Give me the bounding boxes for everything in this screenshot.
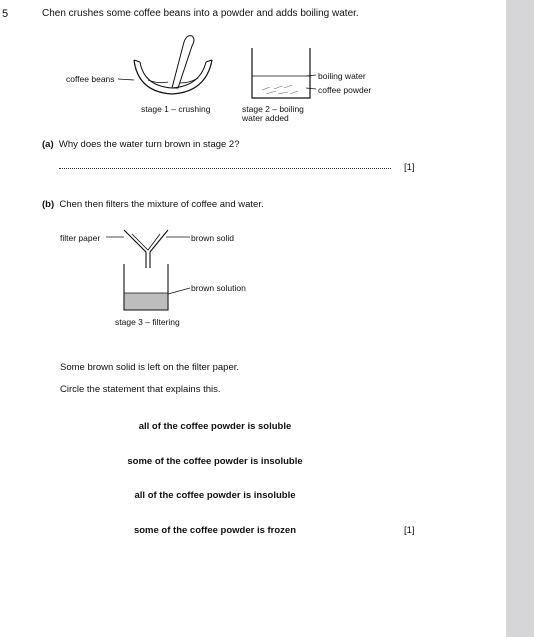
caption-stage-2-line-2: water added xyxy=(242,113,289,123)
label-brown-solution: brown solution xyxy=(191,283,246,293)
part-b-question xyxy=(42,199,264,210)
part-a-marks: [1] xyxy=(404,162,415,173)
part-a-question xyxy=(42,139,240,150)
label-coffee-beans: coffee beans xyxy=(66,74,115,84)
option-2[interactable]: some of the coffee powder is insoluble xyxy=(127,456,303,467)
part-a-text: Why does the water turn brown in stage 2? xyxy=(58,139,240,150)
part-a-letter: (a) xyxy=(42,139,54,150)
observation-text: Some brown solid is left on the filter paper. xyxy=(60,362,240,373)
instruction-text: Circle the statement that explains this. xyxy=(60,384,221,395)
option-3[interactable]: all of the coffee powder is insoluble xyxy=(134,490,296,501)
option-1[interactable]: all of the coffee powder is soluble xyxy=(138,421,292,432)
leader-lines-beaker xyxy=(306,72,318,92)
mortar-and-pestle-drawing xyxy=(128,30,218,100)
caption-stage-3: stage 3 – filtering xyxy=(115,317,180,327)
answer-line[interactable] xyxy=(59,168,391,169)
part-b-marks: [1] xyxy=(404,525,415,536)
part-b-text: Chen then filters the mixture of coffee and water. xyxy=(59,199,264,210)
option-4[interactable]: some of the coffee powder is frozen xyxy=(133,525,297,536)
caption-stage-1: stage 1 – crushing xyxy=(141,104,211,114)
question-intro: Chen crushes some coffee beans into a powder and adds boiling water. xyxy=(42,8,359,19)
label-brown-solid: brown solid xyxy=(191,233,234,243)
scrollbar-track[interactable] xyxy=(506,0,534,637)
label-coffee-powder: coffee powder xyxy=(318,85,372,95)
caption-stage-2-line-1: stage 2 – boiling xyxy=(242,104,304,114)
part-b-letter: (b) xyxy=(42,199,55,210)
question-number: 5 xyxy=(2,8,9,20)
label-boiling-water: boiling water xyxy=(318,71,366,81)
label-filter-paper: filter paper xyxy=(60,233,101,243)
leader-line-coffee-beans xyxy=(118,78,138,82)
